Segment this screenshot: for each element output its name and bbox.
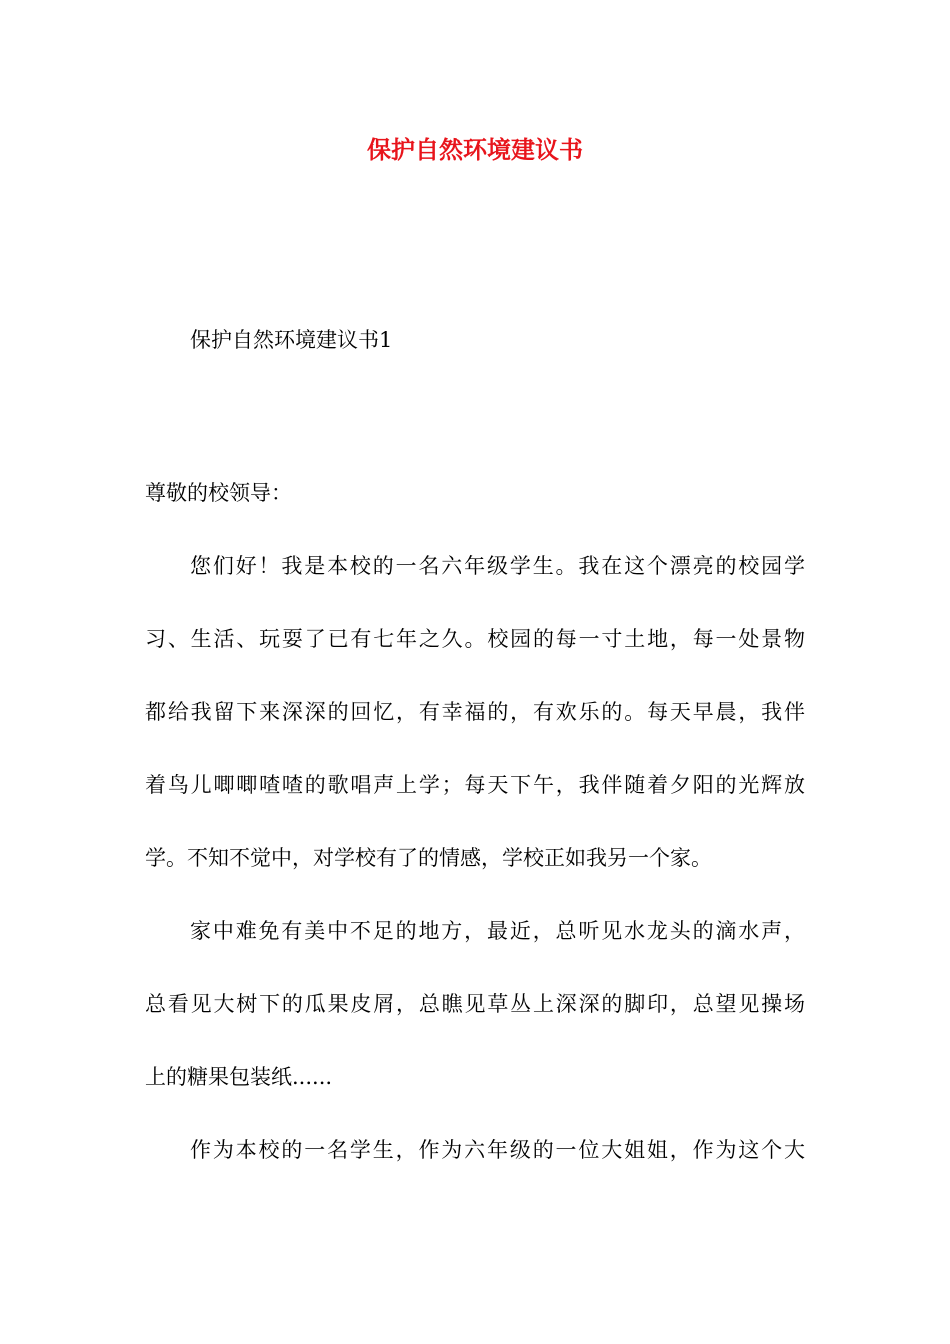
paragraph-line: 作为本校的一名学生，作为六年级的一位大姐姐，作为这个大 [190,1138,805,1162]
paragraph-2 [145,895,805,1114]
document-subtitle: 保护自然环境建议书1 [190,328,393,352]
paragraph-line: 习、生活、玩耍了已有七年之久。校园的每一寸土地，每一处景物 [145,627,805,651]
salutation [145,457,805,530]
salutation-text: 尊敬的校领导： [145,481,292,505]
paragraph-line: 学。不知不觉中，对学校有了的情感，学校正如我另一个家。 [145,846,712,870]
paragraph-3 [145,1114,805,1187]
paragraph-1 [145,530,805,895]
paragraph-line: 家中难免有美中不足的地方，最近，总听见水龙头的滴水声， [190,919,805,943]
paragraph-line: 总看见大树下的瓜果皮屑，总瞧见草丛上深深的脚印，总望见操场 [145,992,805,1016]
paragraph-line: 您们好！我是本校的一名六年级学生。我在这个漂亮的校园学 [190,554,805,578]
paragraph-line: 都给我留下来深深的回忆，有幸福的，有欢乐的。每天早晨，我伴 [145,700,805,724]
document-title: 保护自然环境建议书 [367,135,583,164]
paragraph-line: 上的糖果包装纸...... [145,1065,333,1089]
document-body [145,457,805,1187]
paragraph-line: 着鸟儿唧唧喳喳的歌唱声上学；每天下午，我伴随着夕阳的光辉放 [145,773,805,797]
